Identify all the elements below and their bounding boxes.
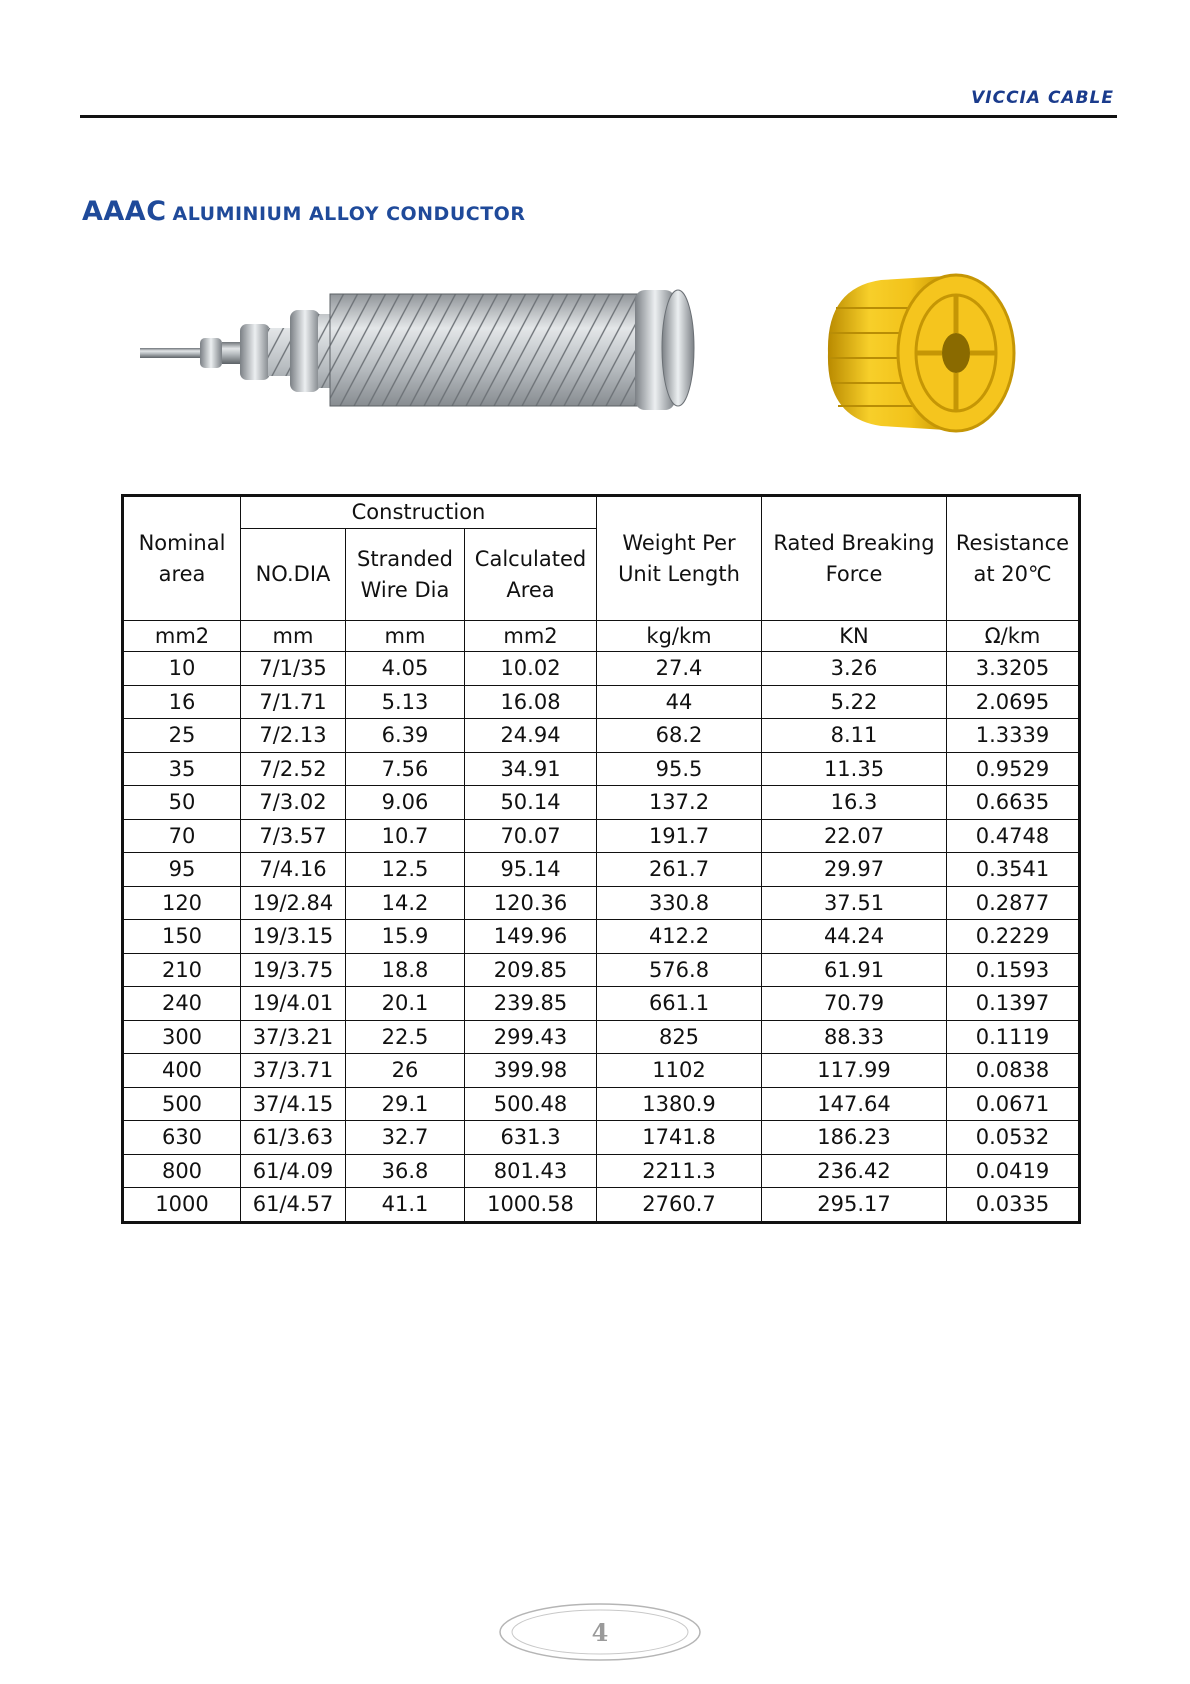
table-cell: 400: [123, 1054, 241, 1088]
table-cell: 95.5: [597, 752, 762, 786]
table-cell: 1102: [597, 1054, 762, 1088]
table-cell: 22.07: [762, 819, 947, 853]
header-construction: Construction: [241, 496, 597, 529]
table-cell: 8.11: [762, 719, 947, 753]
table-cell: 61.91: [762, 953, 947, 987]
table-cell: 240: [123, 987, 241, 1021]
table-cell: 661.1: [597, 987, 762, 1021]
table-cell: 10: [123, 652, 241, 686]
table-cell: 25: [123, 719, 241, 753]
header-calculated-area: Calculated Area: [465, 529, 597, 621]
table-cell: 88.33: [762, 1020, 947, 1054]
product-name: ALUMINIUM ALLOY CONDUCTOR: [172, 203, 526, 225]
table-cell: 117.99: [762, 1054, 947, 1088]
table-cell: 50: [123, 786, 241, 820]
table-cell: 149.96: [465, 920, 597, 954]
table-cell: 1380.9: [597, 1087, 762, 1121]
table-row: [123, 819, 1080, 853]
table-cell: 0.1119: [947, 1020, 1080, 1054]
table-cell: 1000.58: [465, 1188, 597, 1223]
table-cell: 210: [123, 953, 241, 987]
table-cell: 1.3339: [947, 719, 1080, 753]
table-cell: 300: [123, 1020, 241, 1054]
table-cell: 37/4.15: [241, 1087, 346, 1121]
units-row: [123, 621, 1080, 652]
unit-cell: Ω/km: [947, 621, 1080, 652]
table-cell: 150: [123, 920, 241, 954]
unit-cell: mm2: [465, 621, 597, 652]
unit-cell: mm: [241, 621, 346, 652]
specification-table: [121, 494, 1081, 1224]
table-cell: 20.1: [346, 987, 465, 1021]
table-cell: 9.06: [346, 786, 465, 820]
table-cell: 7/2.52: [241, 752, 346, 786]
unit-cell: mm2: [123, 621, 241, 652]
table-cell: 29.1: [346, 1087, 465, 1121]
table-cell: 631.3: [465, 1121, 597, 1155]
header-breaking-force: Rated Breaking Force: [762, 496, 947, 621]
table-cell: 50.14: [465, 786, 597, 820]
table-cell: 7.56: [346, 752, 465, 786]
table-cell: 19/3.15: [241, 920, 346, 954]
page-number-badge: [496, 1598, 704, 1666]
table-cell: 6.39: [346, 719, 465, 753]
table-cell: 10.02: [465, 652, 597, 686]
table-cell: 137.2: [597, 786, 762, 820]
table-cell: 37/3.21: [241, 1020, 346, 1054]
table-cell: 19/3.75: [241, 953, 346, 987]
table-cell: 32.7: [346, 1121, 465, 1155]
table-cell: 15.9: [346, 920, 465, 954]
table-row: [123, 752, 1080, 786]
table-row: [123, 987, 1080, 1021]
table-cell: 0.0838: [947, 1054, 1080, 1088]
table-cell: 44.24: [762, 920, 947, 954]
table-cell: 14.2: [346, 886, 465, 920]
table-cell: 800: [123, 1154, 241, 1188]
table-cell: 120.36: [465, 886, 597, 920]
table-cell: 0.0335: [947, 1188, 1080, 1223]
table-cell: 0.0532: [947, 1121, 1080, 1155]
table-cell: 4.05: [346, 652, 465, 686]
unit-cell: mm: [346, 621, 465, 652]
table-row: [123, 886, 1080, 920]
table-row: [123, 1154, 1080, 1188]
table-cell: 299.43: [465, 1020, 597, 1054]
conductor-image: [140, 280, 740, 440]
table-cell: 2.0695: [947, 685, 1080, 719]
table-row: [123, 1121, 1080, 1155]
table-cell: 3.26: [762, 652, 947, 686]
table-cell: 120: [123, 886, 241, 920]
table-cell: 239.85: [465, 987, 597, 1021]
header-weight: Weight Per Unit Length: [597, 496, 762, 621]
table-row: [123, 1188, 1080, 1223]
table-cell: 19/4.01: [241, 987, 346, 1021]
table-cell: 29.97: [762, 853, 947, 887]
table-cell: 61/4.09: [241, 1154, 346, 1188]
table-cell: 412.2: [597, 920, 762, 954]
table-cell: 0.2877: [947, 886, 1080, 920]
table-cell: 35: [123, 752, 241, 786]
table-cell: 825: [597, 1020, 762, 1054]
table-cell: 630: [123, 1121, 241, 1155]
table-cell: 3.3205: [947, 652, 1080, 686]
table-cell: 0.9529: [947, 752, 1080, 786]
table-cell: 0.0671: [947, 1087, 1080, 1121]
table-row: [123, 953, 1080, 987]
table-cell: 209.85: [465, 953, 597, 987]
table-cell: 22.5: [346, 1020, 465, 1054]
table-cell: 7/1.71: [241, 685, 346, 719]
table-cell: 801.43: [465, 1154, 597, 1188]
table-cell: 18.8: [346, 953, 465, 987]
table-cell: 0.2229: [947, 920, 1080, 954]
product-code: AAAC: [82, 196, 167, 227]
table-cell: 37.51: [762, 886, 947, 920]
table-cell: 70: [123, 819, 241, 853]
table-row: [123, 853, 1080, 887]
table-cell: 44: [597, 685, 762, 719]
table-cell: 147.64: [762, 1087, 947, 1121]
table-cell: 68.2: [597, 719, 762, 753]
header-rule: [80, 115, 1117, 118]
table-cell: 26: [346, 1054, 465, 1088]
table-cell: 95.14: [465, 853, 597, 887]
table-cell: 2211.3: [597, 1154, 762, 1188]
table-cell: 12.5: [346, 853, 465, 887]
table-cell: 19/2.84: [241, 886, 346, 920]
table-cell: 7/1/35: [241, 652, 346, 686]
table-cell: 0.1397: [947, 987, 1080, 1021]
table-cell: 1741.8: [597, 1121, 762, 1155]
table-cell: 34.91: [465, 752, 597, 786]
table-body: [123, 652, 1080, 1223]
table-cell: 70.07: [465, 819, 597, 853]
table-cell: 1000: [123, 1188, 241, 1223]
table-row: [123, 685, 1080, 719]
brand-name: VICCIA CABLE: [971, 88, 1114, 108]
table-cell: 7/3.02: [241, 786, 346, 820]
table-row: [123, 920, 1080, 954]
table-cell: 0.0419: [947, 1154, 1080, 1188]
table-cell: 500: [123, 1087, 241, 1121]
table-cell: 16.3: [762, 786, 947, 820]
table-row: [123, 786, 1080, 820]
table-cell: 191.7: [597, 819, 762, 853]
table-cell: 16: [123, 685, 241, 719]
cable-drum-image: [826, 268, 1016, 438]
table-cell: 330.8: [597, 886, 762, 920]
table-cell: 36.8: [346, 1154, 465, 1188]
table-cell: 0.4748: [947, 819, 1080, 853]
table-row: [123, 1054, 1080, 1088]
table-cell: 70.79: [762, 987, 947, 1021]
table-cell: 7/2.13: [241, 719, 346, 753]
table-cell: 11.35: [762, 752, 947, 786]
table-cell: 7/3.57: [241, 819, 346, 853]
table-cell: 236.42: [762, 1154, 947, 1188]
table-cell: 27.4: [597, 652, 762, 686]
table-cell: 399.98: [465, 1054, 597, 1088]
table-row: [123, 652, 1080, 686]
table-row: [123, 719, 1080, 753]
header-no-dia: NO.DIA: [241, 529, 346, 621]
table-cell: 10.7: [346, 819, 465, 853]
table-cell: 186.23: [762, 1121, 947, 1155]
table-row: [123, 1087, 1080, 1121]
table-cell: 0.3541: [947, 853, 1080, 887]
table-cell: 576.8: [597, 953, 762, 987]
table-cell: 16.08: [465, 685, 597, 719]
table-cell: 2760.7: [597, 1188, 762, 1223]
header-stranded-wire-dia: Stranded Wire Dia: [346, 529, 465, 621]
table-cell: 0.1593: [947, 953, 1080, 987]
table-cell: 95: [123, 853, 241, 887]
table-cell: 5.13: [346, 685, 465, 719]
table-cell: 61/3.63: [241, 1121, 346, 1155]
header-resistance: Resistance at 20℃: [947, 496, 1080, 621]
table-cell: 41.1: [346, 1188, 465, 1223]
header-nominal-area: Nominal area: [123, 496, 241, 621]
table-cell: 37/3.71: [241, 1054, 346, 1088]
table-row: [123, 1020, 1080, 1054]
unit-cell: kg/km: [597, 621, 762, 652]
table-cell: 0.6635: [947, 786, 1080, 820]
page-number: 4: [591, 1618, 609, 1647]
section-title: [82, 196, 525, 227]
table-cell: 24.94: [465, 719, 597, 753]
unit-cell: KN: [762, 621, 947, 652]
table-cell: 261.7: [597, 853, 762, 887]
table-cell: 61/4.57: [241, 1188, 346, 1223]
table-cell: 500.48: [465, 1087, 597, 1121]
table-cell: 295.17: [762, 1188, 947, 1223]
table-cell: 5.22: [762, 685, 947, 719]
table-cell: 7/4.16: [241, 853, 346, 887]
